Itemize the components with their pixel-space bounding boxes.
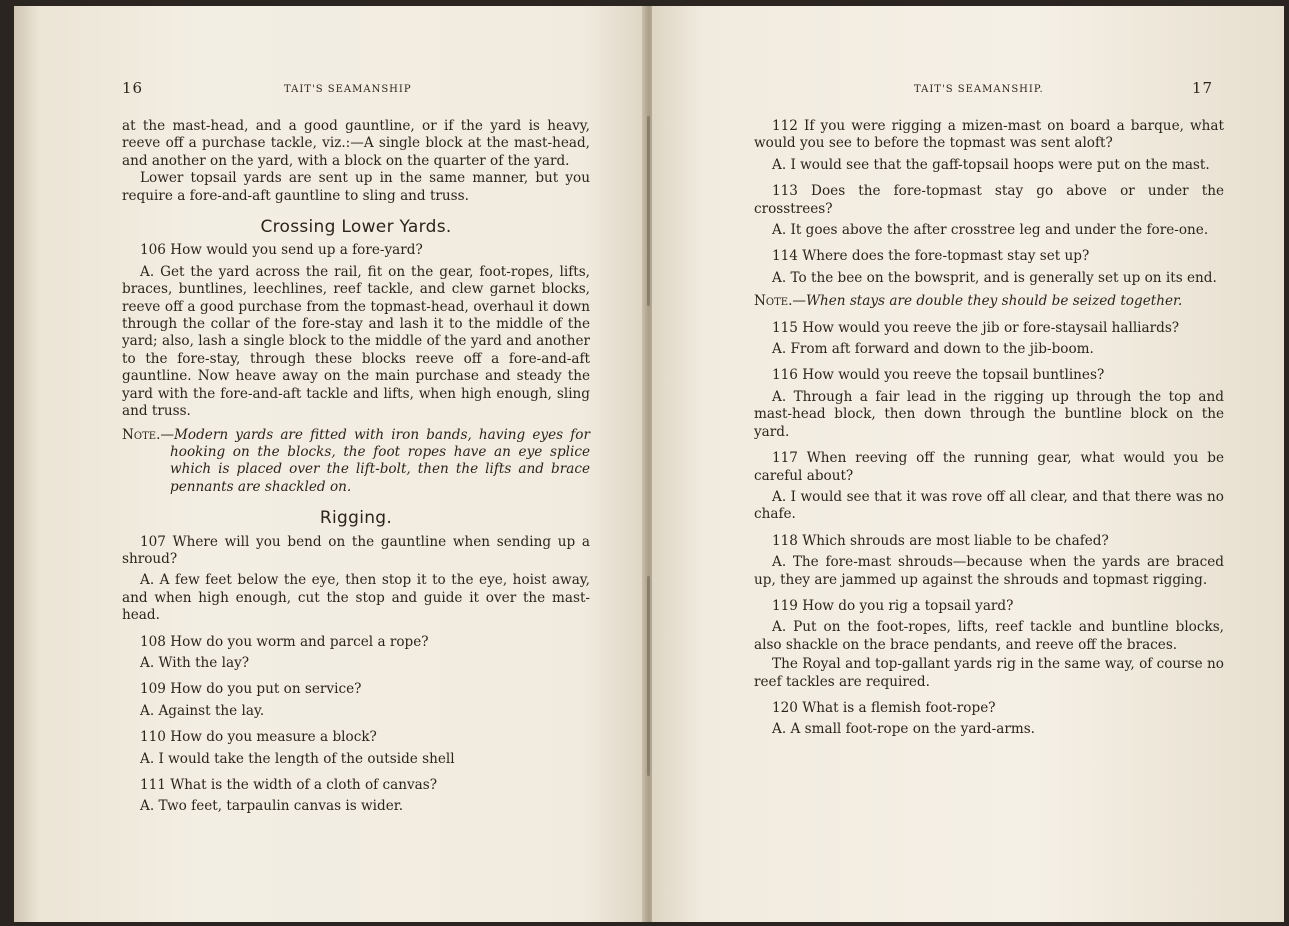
question-113: 113 Does the fore-topmast stay go above or under the crosstrees? [754, 183, 1224, 217]
right-page-text [754, 118, 1224, 739]
binding-stitch [647, 116, 650, 306]
question-118: 118 Which shrouds are most liable to be chafed? [772, 532, 1109, 549]
question-116: 116 How would you reeve the topsail buntlines? [772, 367, 1105, 384]
running-head-left [14, 79, 646, 104]
page-number-right: 17 [1192, 79, 1214, 97]
note-modern-yards [122, 427, 590, 497]
answer-117: A. I would see that it was rove off all clear, and that there was no chafe. [754, 488, 1224, 523]
note-double-stays [754, 293, 1224, 310]
question-117: 117 When reeving off the running gear, what would you be careful about? [754, 450, 1224, 484]
answer-116: A. Through a fair lead in the rigging up through the top and mast-head block, then down through the buntline block on the yard. [754, 388, 1224, 440]
right-page [652, 6, 1284, 922]
intro-paragraph-1: at the mast-head, and a good gauntline, or if the yard is heavy, reeve off a purchase tackle, viz.:—A single block at the mast-head, and another on the yard, with a block on the quarter of the yard. [122, 118, 590, 169]
answer-112: A. I would see that the gaff-topsail hoops were put on the mast. [772, 156, 1210, 173]
answer-119: A. Put on the foot-ropes, lifts, reef tackle and buntline blocks, also shackle on the brace pendants, and reeve off the braces. [754, 619, 1224, 653]
question-120: 120 What is a flemish foot-rope? [772, 699, 996, 716]
question-107: 107 Where will you bend on the gauntline when sending up a shroud? [122, 533, 590, 567]
intro-paragraph-2: Lower topsail yards are sent up in the same manner, but you require a fore-and-aft gauntline to sling and truss. [122, 170, 590, 204]
answer-115: A. From aft forward and down to the jib-boom. [772, 341, 1094, 358]
question-114: 114 Where does the fore-topmast stay set up? [772, 248, 1090, 265]
question-119: 119 How do you rig a topsail yard? [772, 597, 1014, 614]
question-112: 112 If you were rigging a mizen-mast on board a barque, what would you see to before the topmast was sent aloft? [754, 118, 1224, 152]
running-title-left: TAIT'S SEAMANSHIP [284, 84, 412, 95]
answer-108: A. With the lay? [140, 654, 250, 671]
page-number-left: 16 [122, 79, 144, 97]
running-head-right [652, 79, 1284, 104]
open-book [14, 6, 1284, 922]
question-106: 106 How would you send up a fore-yard? [140, 242, 423, 259]
question-108: 108 How do you worm and parcel a rope? [140, 633, 429, 650]
answer-118: A. The fore-mast shrouds—because when the yards are braced up, they are jammed up against the shrouds and topmast rigging. [754, 554, 1224, 588]
answer-113: A. It goes above the after crosstree leg and under the fore-one. [772, 222, 1209, 239]
answer-119-continued: The Royal and top-gallant yards rig in the same way, of course no reef tackles are required. [754, 656, 1224, 690]
answer-106: A. Get the yard across the rail, fit on the gear, foot-ropes, lifts, braces, buntlines, leechlines, reef tackle, and clew garnet blocks, reeve off a good purchase from the topmast-head, overhaul it down through the collar of the fore-stay and lash it to the middle of the yard; also, lash a single block to the middle of the yard and another to the fore-stay, through these blocks reeve off a fore-and-aft gauntline. Now heave away on the main purchase and steady the yard with the fore-and-aft tackle and lifts, when high enough, sling and truss. [122, 263, 590, 420]
answer-114: A. To the bee on the bowsprit, and is generally set up on its end. [772, 269, 1217, 286]
answer-107: A. A few feet below the eye, then stop it to the eye, hoist away, and when high enough, cut the stop and guide it over the mast-head. [122, 572, 590, 624]
answer-111: A. Two feet, tarpaulin canvas is wider. [140, 798, 404, 815]
binding-stitch [647, 576, 650, 776]
answer-120: A. A small foot-rope on the yard-arms. [772, 721, 1036, 738]
question-111: 111 What is the width of a cloth of canvas? [140, 777, 438, 793]
question-110: 110 How do you measure a block? [140, 729, 377, 746]
left-page [14, 6, 646, 922]
section-heading-rigging: Rigging. [319, 508, 393, 529]
left-page-text [122, 118, 590, 816]
note-text: When stays are double they should be seized together. [805, 293, 1183, 310]
note-text: Modern yards are fitted with iron bands, having eyes for hooking on the blocks, the foot ropes have an eye splice which is placed over the lift-bolt, then the lifts and brace pennants are shackled on. [170, 426, 590, 495]
section-heading-crossing-lower-yards: Crossing Lower Yards. [260, 217, 452, 238]
question-109: 109 How do you put on service? [140, 681, 362, 698]
question-115: 115 How would you reeve the jib or fore-staysail halliards? [772, 319, 1180, 336]
note-label: Note.— [122, 426, 174, 443]
answer-110: A. I would take the length of the outside shell [140, 750, 455, 767]
note-label: Note.— [754, 293, 806, 310]
answer-109: A. Against the lay. [140, 702, 265, 719]
running-title-right: TAIT'S SEAMANSHIP. [914, 84, 1044, 95]
